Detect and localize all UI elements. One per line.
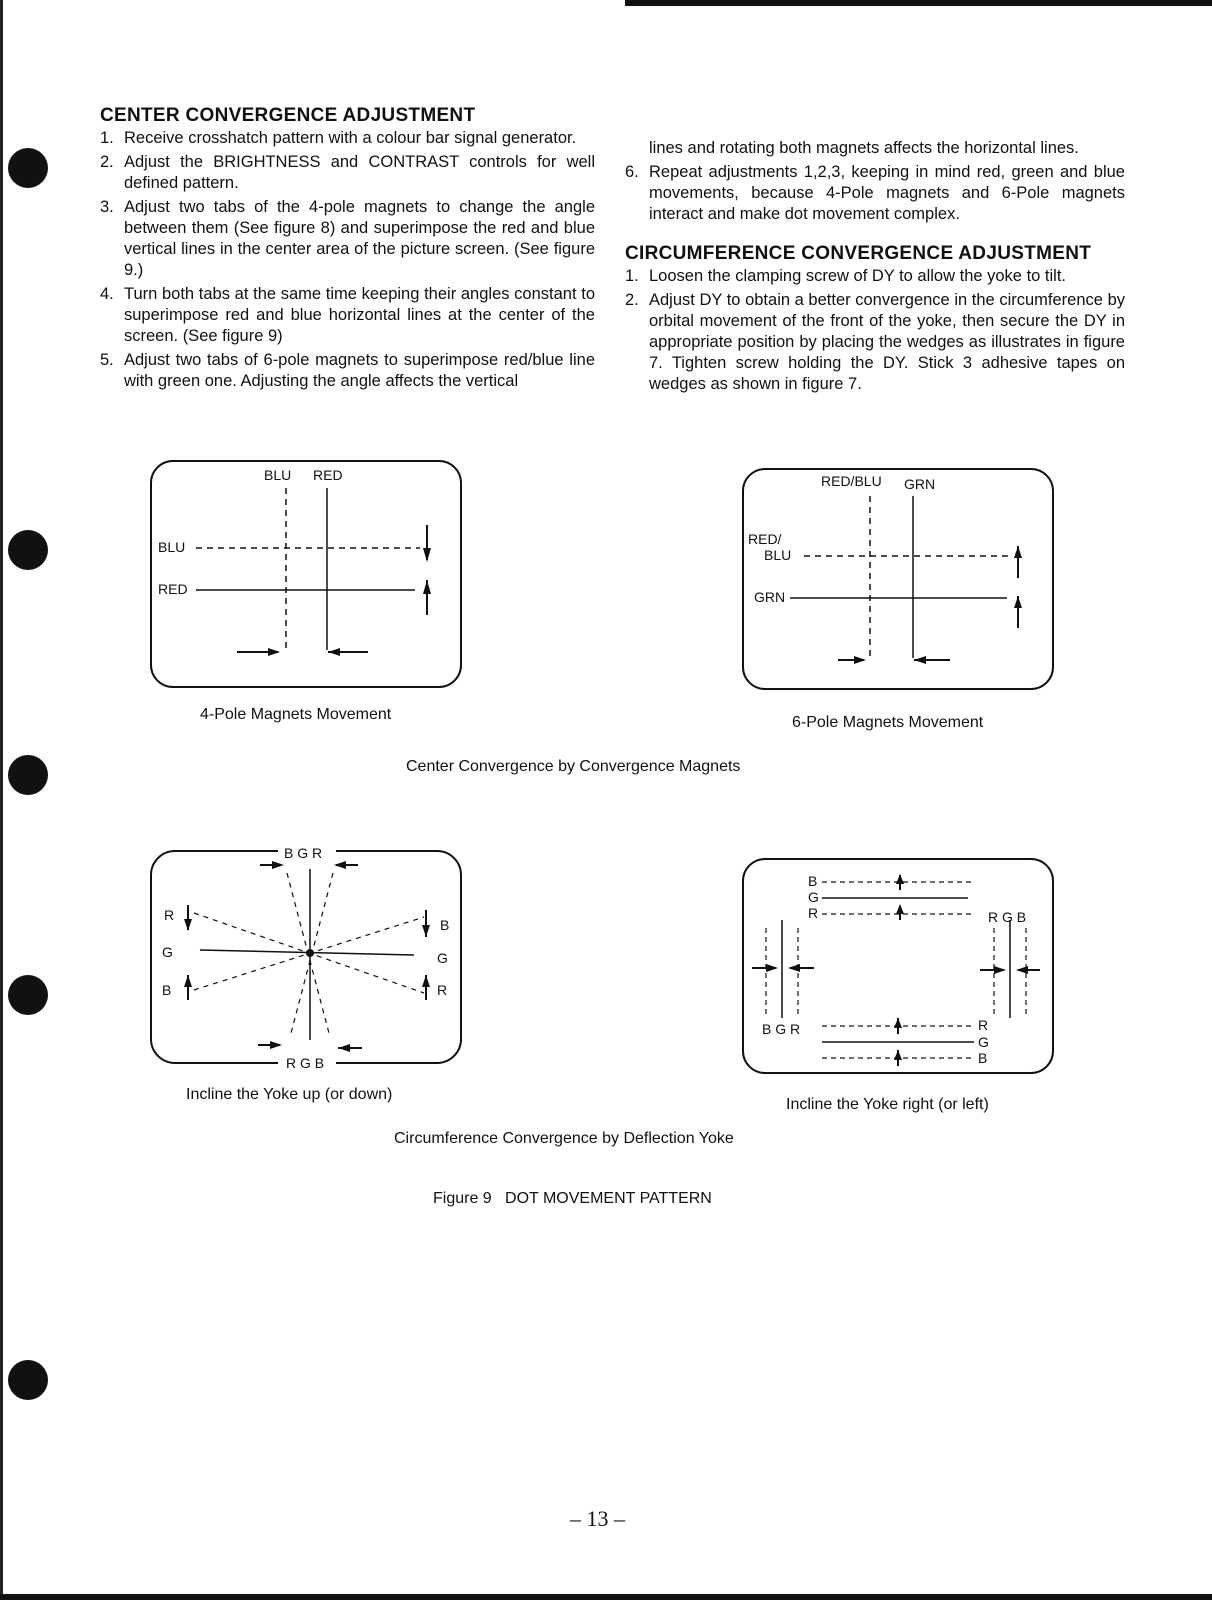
label-right-rgb: R G B <box>988 909 1027 925</box>
yoke-rightleft-diagram <box>742 858 1057 1088</box>
step-item: 2. Adjust the BRIGHTNESS and CONTRAST controls for well defined pattern. <box>100 153 595 192</box>
page-border-bottom <box>0 1594 1212 1600</box>
label-redblu-top: RED/BLU <box>821 473 882 489</box>
binder-hole <box>8 530 48 570</box>
label-top-b: B <box>808 873 818 889</box>
label-left-b: B <box>162 982 172 998</box>
label-bot-r: R <box>978 1017 989 1033</box>
center-convergence-caption: Center Convergence by Convergence Magnets <box>406 758 741 775</box>
yoke-updown-diagram <box>150 845 465 1080</box>
fourpole-diagram <box>150 460 465 695</box>
page-number: – 13 – <box>570 1506 625 1531</box>
label-grn-top: GRN <box>904 476 936 492</box>
circumference-convergence-caption: Circumference Convergence by Deflection Yoke <box>394 1130 734 1147</box>
right-column <box>625 138 1125 398</box>
label-blu-top: BLU <box>264 467 292 483</box>
label-red-left: RED/ <box>748 531 782 547</box>
label-grn-left: GRN <box>754 589 786 605</box>
label-red-top: RED <box>313 467 343 483</box>
label-blu-left: BLU <box>764 547 792 563</box>
sixpole-caption: 6-Pole Magnets Movement <box>792 714 984 731</box>
sixpole-diagram <box>742 468 1057 698</box>
page-border-left <box>0 0 3 1600</box>
step-item: 1. Loosen the clamping screw of DY to allow the yoke to tilt. <box>625 267 1066 285</box>
label-top-bgr: B G R <box>284 845 323 861</box>
step-list <box>625 162 1125 225</box>
step-item: 6. Repeat adjustments 1,2,3, keeping in mind red, green and blue movements, because 4-Pole magnets and 6-Pole magnets interact and make dot movement complex. <box>625 163 1125 223</box>
label-red-left: RED <box>158 581 188 597</box>
section-title: CIRCUMFERENCE CONVERGENCE ADJUSTMENT <box>625 243 1092 264</box>
label-bottom-rgb: R G B <box>286 1055 325 1071</box>
label-right-r: R <box>437 982 448 998</box>
step-continuation: lines and rotating both magnets affects the horizontal lines. <box>649 139 1079 157</box>
label-blu-left: BLU <box>158 539 186 555</box>
label-right-b: B <box>440 917 450 933</box>
page-border-top <box>625 0 1212 6</box>
step-list <box>625 266 1125 395</box>
binder-hole <box>8 148 48 188</box>
step-item: 1. Receive crosshatch pattern with a colour bar signal generator. <box>100 129 577 147</box>
step-list <box>100 128 595 392</box>
label-left-r: R <box>164 907 175 923</box>
label-left-bgr: B G R <box>762 1021 801 1037</box>
label-top-g: G <box>808 889 819 905</box>
step-item: 5. Adjust two tabs of 6-pole magnets to superimpose red/blue line with green one. Adjusting the angle affects the vertical <box>100 351 595 390</box>
binder-hole <box>8 1360 48 1400</box>
figure-title: Figure 9 DOT MOVEMENT PATTERN <box>433 1190 712 1207</box>
step-item: 4. Turn both tabs at the same time keeping their angles constant to superimpose red and blue horizontal lines at the center of the screen. (See figure 9) <box>100 285 595 345</box>
yoke-rightleft-caption: Incline the Yoke right (or left) <box>786 1096 989 1113</box>
label-bot-b: B <box>978 1050 988 1066</box>
fourpole-caption: 4-Pole Magnets Movement <box>200 706 392 723</box>
center-convergence-section <box>100 105 595 395</box>
binder-hole <box>8 755 48 795</box>
label-top-r: R <box>808 905 819 921</box>
binder-hole <box>8 975 48 1015</box>
step-item: 2. Adjust DY to obtain a better convergence in the circumference by orbital movement of the front of the yoke, then secure the DY in appropriate position by placing the wedges as illustrates in figure 7. Tighten screw holding the DY. Stick 3 adhesive tapes on wedges as shown in figure 7. <box>625 291 1125 393</box>
section-title: CENTER CONVERGENCE ADJUSTMENT <box>100 105 476 126</box>
yoke-updown-caption: Incline the Yoke up (or down) <box>186 1086 393 1103</box>
label-right-g: G <box>437 950 448 966</box>
label-bot-g: G <box>978 1034 989 1050</box>
step-item: 3. Adjust two tabs of the 4-pole magnets to change the angle between them (See figure 8) and superimpose the red and blue vertical lines in the center area of the picture screen. (See figure 9.) <box>100 198 595 279</box>
label-left-g: G <box>162 944 173 960</box>
